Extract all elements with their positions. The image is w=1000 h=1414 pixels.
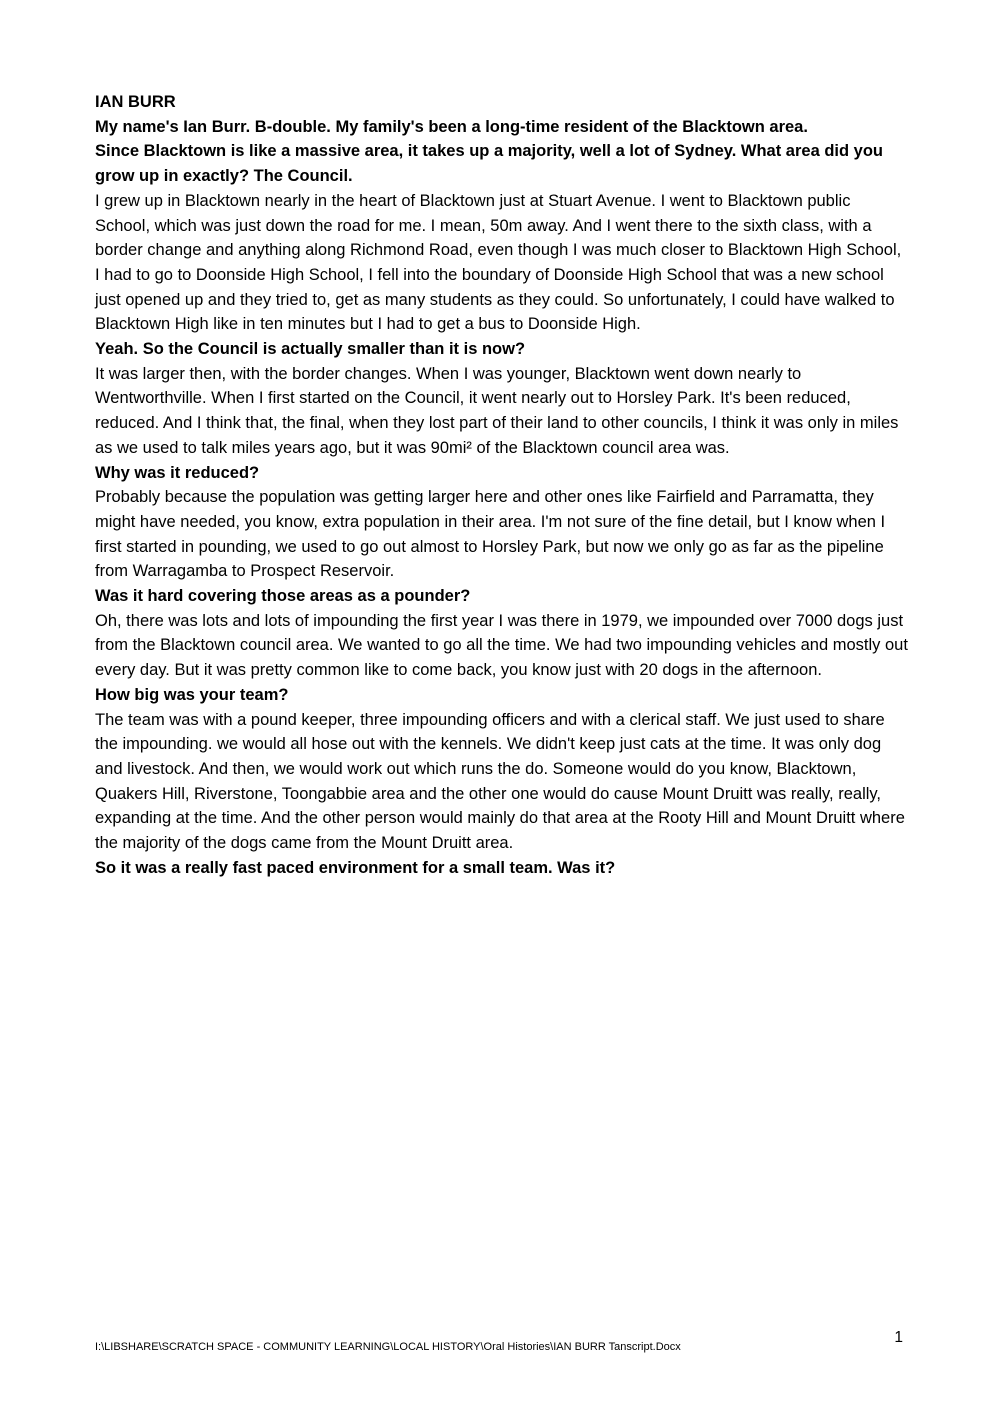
transcript-content [95, 90, 910, 881]
qa-section [95, 584, 910, 683]
interview-answer: I grew up in Blacktown nearly in the heart of Blacktown just at Stuart Avenue. I went to Blacktown public School, which was just down the road for me. I mean, 50m away. And I went there to the sixth class, with a border change and anything along Richmond Road, even though I was much closer to Blacktown High School, I had to go to Doonside High School, I fell into the boundary of Doonside High School that was a new school just opened up and they tried to, get as many students as they could. So unfortunately, I could have walked to Blacktown High like in ten minutes but I had to get a bus to Doonside High. [95, 191, 902, 334]
speaker-name: IAN BURR [95, 93, 176, 111]
interview-answer: Probably because the population was getting larger here and other ones like Fairfield and Parramatta, they might have needed, you know, extra population in their area. I'm not sure of the fine detail, but I know when I first started in pounding, we used to go out almost to Horsley Park, but now we only go as far as the pipeline from Warragamba to Prospect Reservoir. [95, 488, 886, 581]
interview-question: How big was your team? [95, 685, 289, 704]
qa-section [95, 461, 910, 585]
interview-answer: It was larger then, with the border changes. When I was younger, Blacktown went down nearly to Wentworthville. When I first started on the Council, it went nearly out to Horsley Park. It's been reduced, reduced. And I think that, the final, when they lost part of their land to other councils, I think it was only in miles as we used to talk miles years ago, but it was 90mi² of the Blacktown council area was. [95, 364, 899, 457]
qa-section [95, 139, 910, 337]
qa-section [95, 683, 910, 856]
qa-section [95, 337, 910, 461]
interview-answer: Oh, there was lots and lots of impounding the first year I was there in 1979, we impounded over 7000 dogs just from the Blacktown council area. We wanted to go all the time. We had two impounding vehicles and mostly out every day. But it was pretty common like to come back, you know just with 20 dogs in the afternoon. [95, 611, 908, 680]
interview-question: Since Blacktown is like a massive area, it takes up a majority, well a lot of Sydney. What area did you grow up in exactly? The Council. [95, 142, 884, 186]
qa-section [95, 856, 910, 881]
interview-question: Why was it reduced? [95, 463, 260, 482]
intro-statement: My name's Ian Burr. B-double. My family's been a long-time resident of the Blacktown area. [95, 117, 808, 136]
interview-question: So it was a really fast paced environment for a small team. Was it? [95, 858, 616, 877]
interview-question: Was it hard covering those areas as a pounder? [95, 587, 471, 606]
page-number: 1 [894, 1329, 903, 1346]
footer-file-path: I:\LIBSHARE\SCRATCH SPACE - COMMUNITY LEARNING\LOCAL HISTORY\Oral Histories\IAN BURR Tanscript.Docx [95, 1341, 681, 1353]
interview-question: Yeah. So the Council is actually smaller than it is now? [95, 340, 526, 359]
interview-answer: The team was with a pound keeper, three impounding officers and with a clerical staff. We just used to share the impounding. we would all hose out with the kennels. We didn't keep just cats at the time. It was only dog and livestock. And then, we would work out which runs the do. Someone would do you know, Blacktown, Quakers Hill, Riverstone, Toongabbie area and the other one would do cause Mount Druitt was really, really, expanding at the time. And the other person would mainly do that area at the Rooty Hill and Mount Druitt where the majority of the dogs came from the Mount Druitt area. [95, 710, 905, 853]
